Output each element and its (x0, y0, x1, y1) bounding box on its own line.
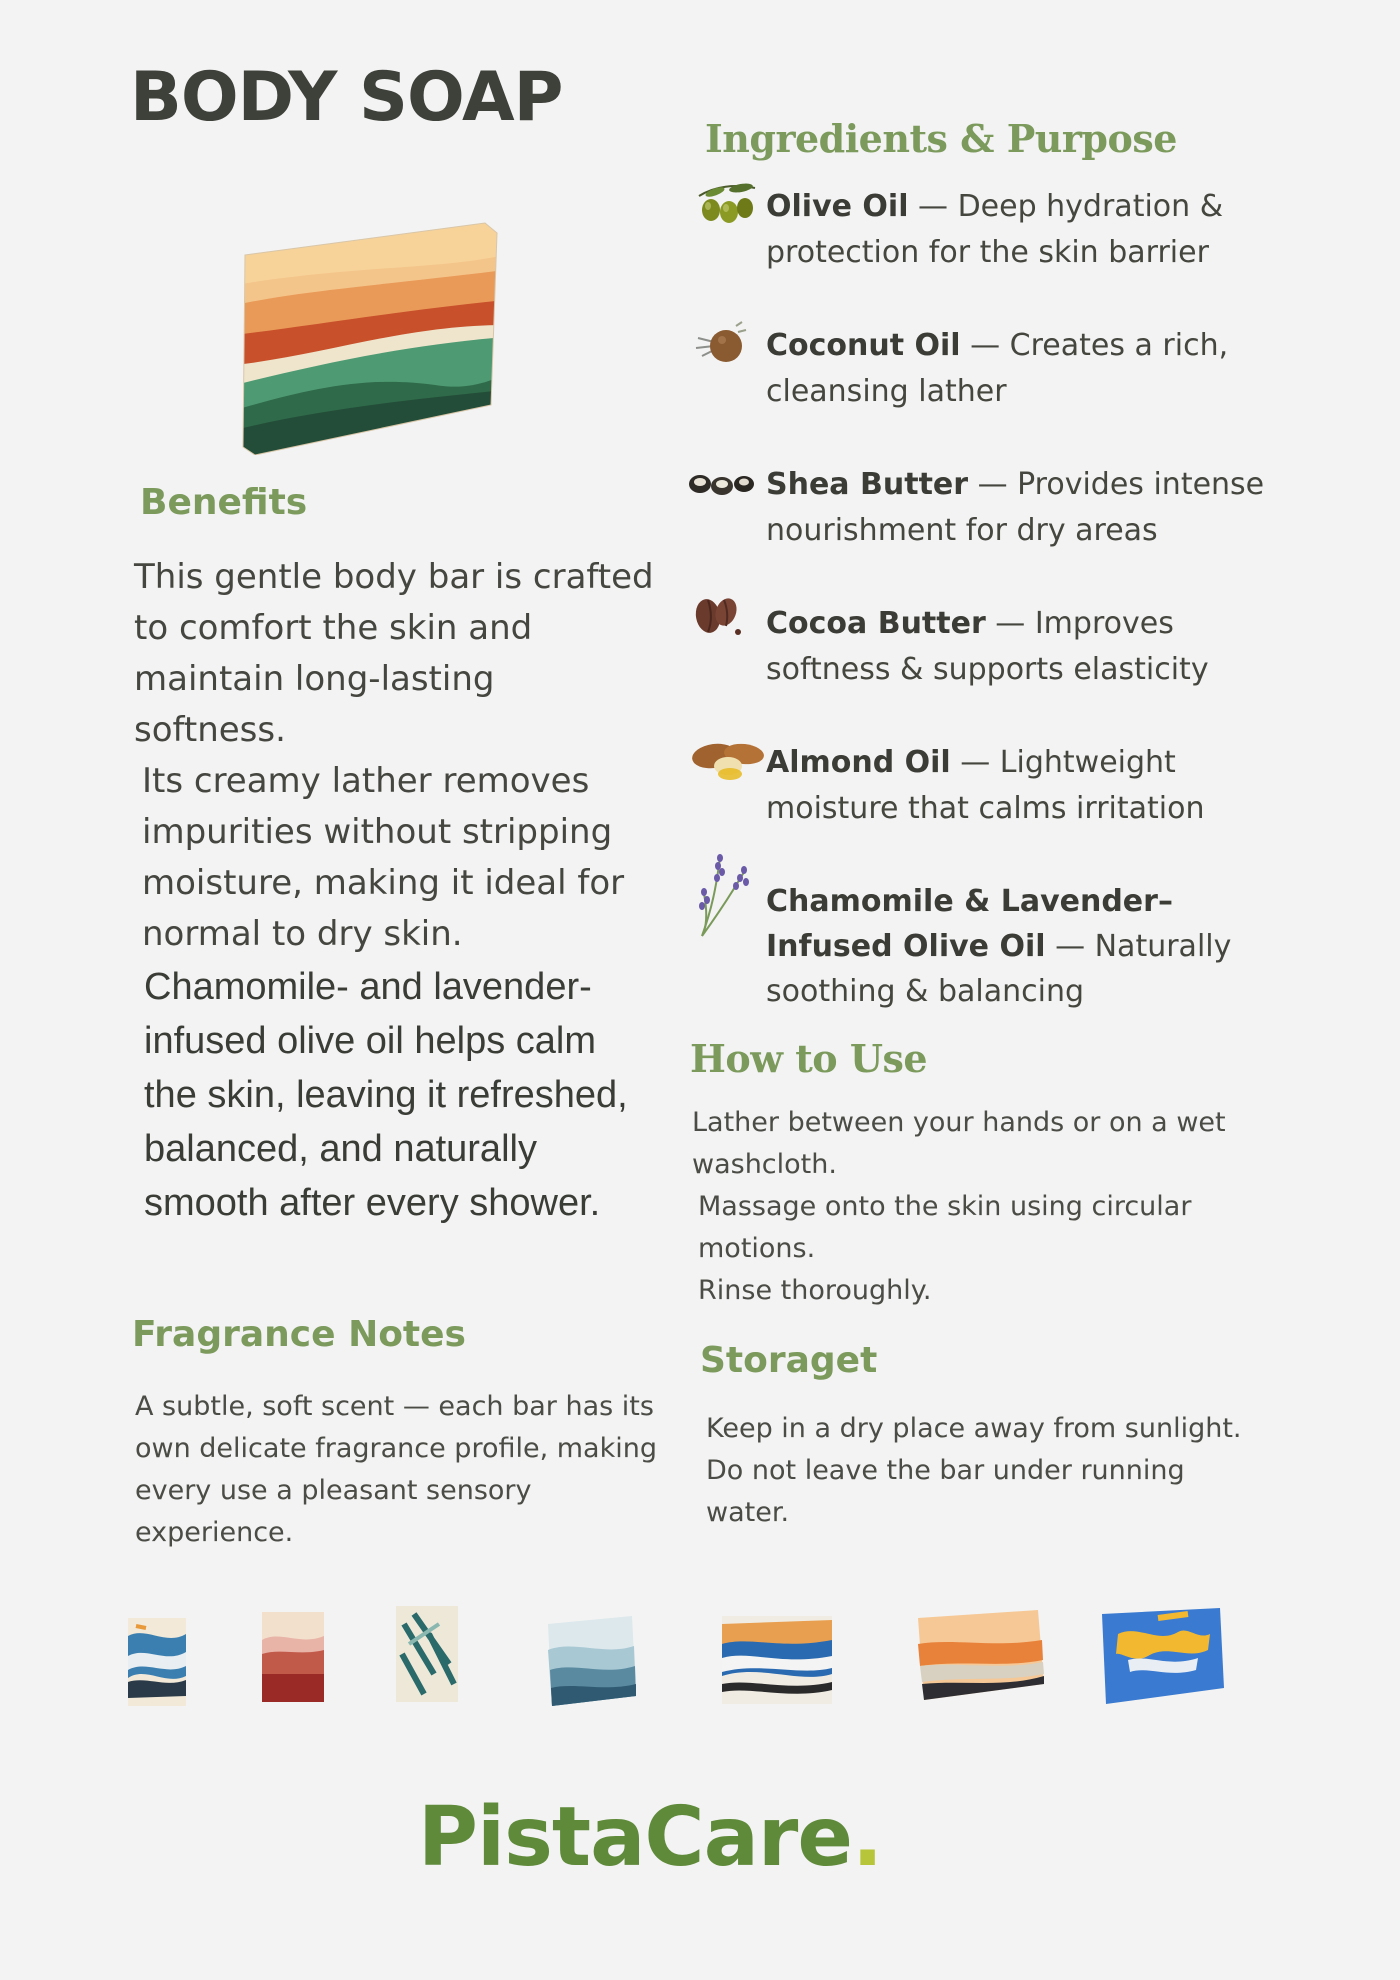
ingredient-almond-oil (766, 740, 1286, 832)
ingredients-heading: Ingredients & Purpose (705, 116, 1177, 161)
ingredient-name: Chamomile & Lavender–Infused Olive Oil (766, 884, 1173, 964)
ingredient-name: Almond Oil (766, 745, 951, 780)
storage-text (700, 1408, 1260, 1534)
how-to-use-step-2: Massage onto the skin using circular motions. (698, 1191, 1192, 1264)
how-to-use-step-1: Lather between your hands or on a wet washcloth. (692, 1107, 1226, 1180)
cocoa-bean-icon (688, 590, 748, 642)
ingredient-chamomile-lavender (766, 879, 1286, 1014)
benefits-paragraph-3: Chamomile- and lavender-infused olive oil helps calm the skin, leaving it refreshed, balanced, and naturally smooth after every shower. (144, 966, 628, 1224)
ingredient-olive-oil (766, 184, 1286, 276)
benefits-paragraph-2: Its creamy lather removes impurities without stripping moisture, making it ideal for normal to dry skin. (142, 761, 625, 954)
page-title: BODY SOAP (130, 58, 563, 137)
ingredient-coconut-oil (766, 323, 1286, 415)
brand-dot: . (851, 1790, 883, 1885)
ingredient-name: Coconut Oil (766, 328, 961, 363)
ingredient-name: Cocoa Butter (766, 606, 986, 641)
fragrance-heading: Fragrance Notes (132, 1314, 466, 1355)
ingredient-name: Olive Oil (766, 189, 909, 224)
soap-thumbnail-2 (260, 1610, 326, 1704)
soap-thumbnail-3 (394, 1604, 460, 1704)
shea-nut-icon (686, 466, 758, 502)
benefits-paragraph-1: This gentle body bar is crafted to comfort the skin and maintain long-lasting softness. (134, 557, 654, 750)
how-to-use-heading: How to Use (690, 1036, 928, 1081)
lavender-icon (694, 848, 758, 938)
ingredient-name: Shea Butter (766, 467, 969, 502)
ingredient-desc: — Provides intense nourishment for dry areas (766, 467, 1265, 548)
brand-logo (0, 1790, 1300, 1885)
soap-thumbnail-6 (914, 1604, 1046, 1704)
ingredient-desc: — Naturally soothing & balancing (766, 929, 1232, 1009)
ingredient-desc: — Improves softness & supports elasticity (766, 606, 1209, 687)
soap-thumbnail-5 (720, 1614, 834, 1706)
ingredient-cocoa-butter (766, 601, 1286, 693)
almond-icon (688, 736, 768, 786)
soap-thumbnail-4 (544, 1610, 640, 1708)
soap-thumbnail-1 (126, 1616, 188, 1708)
how-to-use-steps (692, 1102, 1282, 1312)
fragrance-text: A subtle, soft scent — each bar has its own delicate fragrance profile, making every use a pleasant sensory experience. (135, 1391, 657, 1548)
hero-soap-image (235, 215, 505, 455)
ingredient-desc: — Deep hydration & protection for the skin barrier (766, 189, 1224, 270)
benefits-text (134, 552, 654, 1230)
ingredient-desc: — Lightweight moisture that calms irritation (766, 745, 1205, 826)
soap-thumbnail-7 (1098, 1604, 1228, 1708)
storage-heading: Storaget (700, 1340, 878, 1381)
ingredient-desc: — Creates a rich, cleansing lather (766, 328, 1229, 409)
brand-name: PistaCare (417, 1790, 852, 1885)
benefits-heading: Benefits (140, 482, 308, 523)
coconut-icon (692, 318, 748, 370)
olive-icon (695, 182, 757, 234)
storage-line-2: Do not leave the bar under running water. (706, 1455, 1185, 1528)
storage-line-1: Keep in a dry place away from sunlight. (706, 1413, 1242, 1444)
ingredient-shea-butter (766, 462, 1286, 554)
how-to-use-step-3: Rinse thoroughly. (698, 1275, 932, 1306)
